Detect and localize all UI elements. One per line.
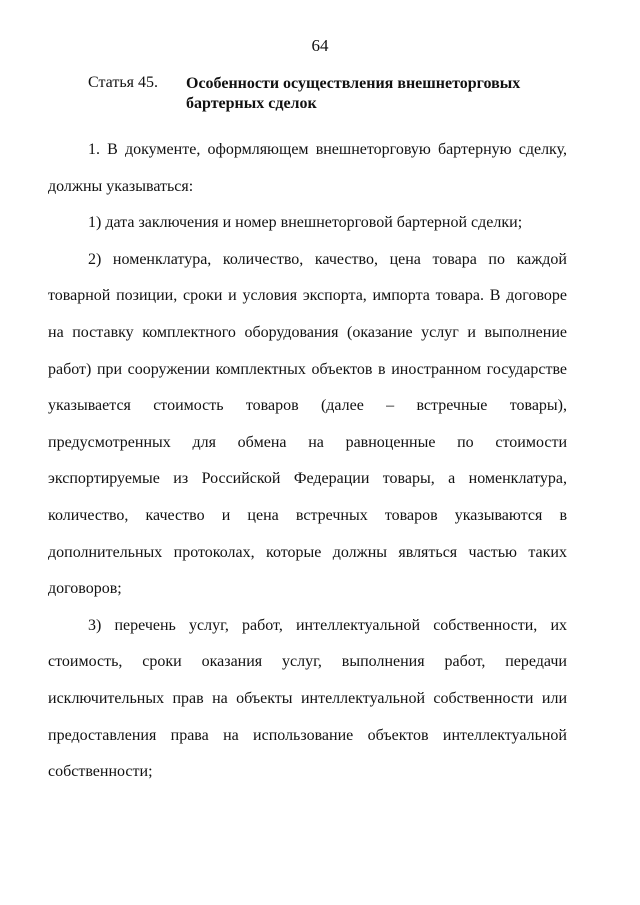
- page-number: 64: [311, 36, 329, 55]
- article-title: Особенности осуществления внешнеторговых бартерных сделок: [186, 75, 521, 112]
- paragraph-clause-1: 1. В документе, оформляющем внешнеторговую бартерную сделку, должны указываться:: [48, 141, 567, 195]
- paragraph-item-3: 3) перечень услуг, работ, интеллектуальной собственности, их стоимость, сроки оказания услуг, выполнения работ, передачи исключительных прав на объекты интеллектуальной собственности или предоставления права на использование объектов интеллектуальной собственности;: [48, 616, 567, 781]
- paragraph-item-1: 1) дата заключения и номер внешнеторговой бартерной сделки;: [88, 214, 523, 232]
- article-body: [48, 132, 567, 791]
- article-label: Статья 45.: [88, 74, 158, 91]
- paragraph-item-2: 2) номенклатура, количество, качество, цена товара по каждой товарной позиции, сроки и условия экспорта, импорта товара. В договоре на поставку комплектного оборудования (оказание услуг и выполнение работ) при сооружении комплектных объектов в иностранном государстве указывается стоимость товаров (далее – встречные товары), предусмотренных для обмена на равноценные по стоимости экспортируемые из Российской Федерации товары, а номенклатура, количество, качество и цена встречных товаров указываются в дополнительных протоколах, которые должны являться частью таких договоров;: [48, 250, 567, 598]
